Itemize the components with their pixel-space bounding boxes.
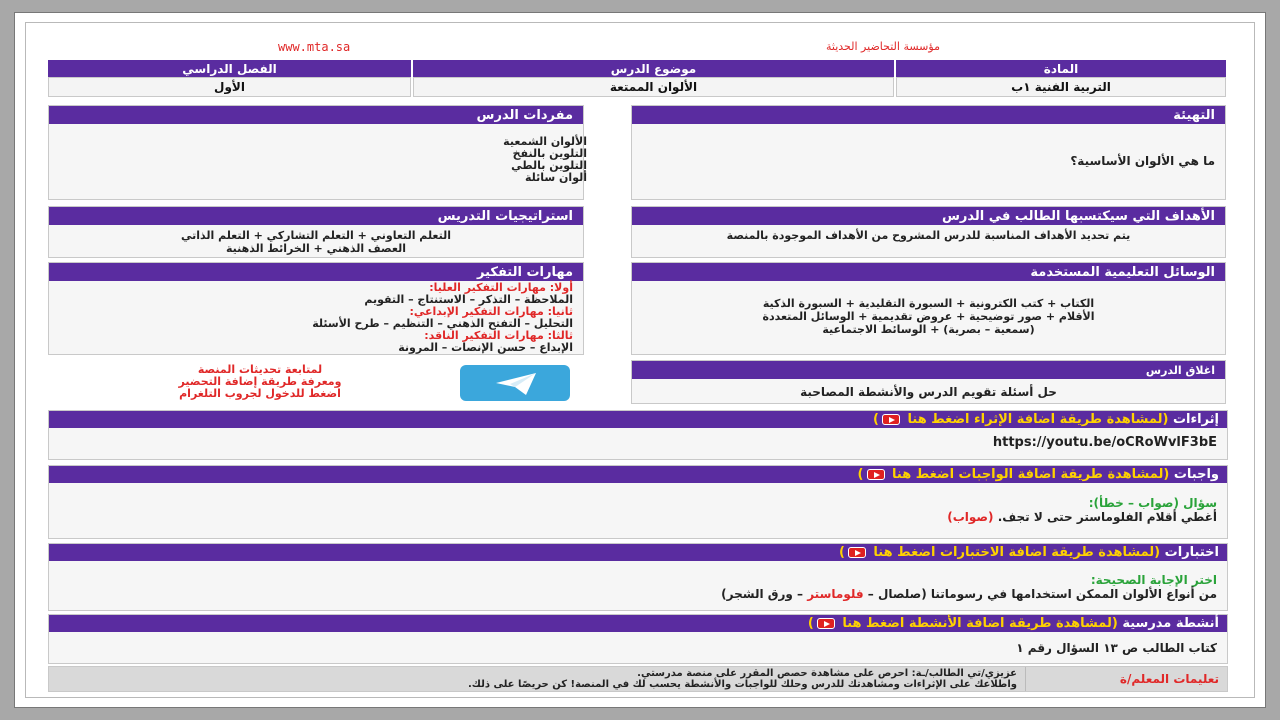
objectives-text: يتم تحديد الأهداف المناسبة للدرس المشروح من الأهداف الموجودة بالمنصة [726,229,1131,242]
youtube-icon [817,618,835,629]
tests-option: – ورق الشجر) [721,587,804,601]
strategies-line: التعلم التعاوني + التعلم التشاركي + التعلم الذاتي [180,229,452,242]
topic-label: موضوع الدرس [413,60,894,77]
enrich-url[interactable]: https://youtu.be/oCRoWvlF3bE [992,435,1217,450]
homework-answer: (صواب) [947,510,994,524]
tests-option: (صلصال – [867,587,927,601]
tools-title: الوسائل التعليمية المستخدمة [632,263,1225,281]
org-name: مؤسسة التحاضير الحديثة [826,40,940,53]
thinking-heading: ثالثا: مهارات التفكير الناقد: [424,329,573,342]
homework-question-label: سؤال (صواب – خطأ): [1088,496,1217,510]
thinking-heading: أولا: مهارات التفكير العليا: [429,281,573,294]
youtube-icon [848,547,866,558]
enrich-video-link[interactable]: (لمشاهدة طريقة اضافة الإثراء اضغط هنا ) [873,412,1169,427]
warmup-title: التهيئة [632,106,1225,124]
tests-box [48,543,1228,611]
objectives-box [631,206,1226,258]
footer-label: تعليمات المعلم/ة [1119,672,1219,686]
activities-text: كتاب الطالب ص ١٣ السؤال رقم ١ [1016,641,1217,655]
tools-box [631,262,1226,355]
closing-text: حل أسئلة تقويم الدرس والأنشطة المصاحبة [800,385,1057,399]
site-url[interactable]: www.mta.sa [278,40,351,54]
homework-question: أغطي أقلام الفلوماستر حتى لا تجف. [997,510,1217,524]
closing-box [631,360,1226,404]
thinking-text: الإبداع – حسن الإنصات – المرونة [398,341,573,354]
enrich-title: إثراءات [1172,412,1219,427]
activities-title: أنشطة مدرسية [1122,616,1219,631]
telegram-line: ومعرفة طريقة إضافة التحضير [178,375,342,388]
thinking-title: مهارات التفكير [49,263,583,281]
strategies-title: استراتيجيات التدريس [49,207,583,225]
telegram-line: اضغط للدخول لجروب التلغرام [179,387,341,400]
strategies-line: العصف الذهني + الخرائط الذهنية [226,242,406,255]
enrich-box [48,410,1228,460]
list-item: التلوين بالنفخ [512,147,587,160]
tools-line: الكتاب + كتب الكترونية + السبورة التقليدية + السبورة الذكية [762,297,1095,310]
vocab-title: مفردات الدرس [49,106,583,124]
vocab-box [48,105,587,200]
telegram-icon [460,365,570,401]
homework-title: واجبات [1173,467,1219,482]
footer-line: عزيزي/تي الطالب/ـة: احرص على مشاهدة حصص المقرر على منصة مدرستي. [637,668,1017,679]
activities-video-link[interactable]: (لمشاهدة طريقة اضافة الأنشطة اضغط هنا ) [807,616,1118,631]
tests-correct-option: فلوماستر [807,587,864,601]
homework-video-link[interactable]: (لمشاهدة طريقة اضافة الواجبات اضغط هنا ) [857,467,1170,482]
semester-value: الأول [48,77,411,97]
youtube-icon [882,414,900,425]
activities-box [48,614,1228,664]
youtube-icon [867,469,885,480]
subject-value: التربية الفنية ١ب [896,77,1226,97]
footer-line: واطلاعك على الإثراءات ومشاهدتك للدرس وحلك للواجبات والأنشطة يحسب لك في المنصة! كن حريصًا على ذلك. [467,679,1017,690]
semester-label: الفصل الدراسي [48,60,411,77]
telegram-line: لمتابعة تحديثات المنصة [197,363,323,376]
tests-title: اختبارات [1164,545,1219,560]
telegram-button[interactable] [460,365,570,401]
thinking-heading: ثانيا: مهارات التفكير الإبداعي: [409,305,573,318]
footer-divider [1025,667,1026,691]
tests-video-link[interactable]: (لمشاهدة طريقة اضافة الاختبارات اضغط هنا ) [838,545,1161,560]
homework-box [48,465,1228,539]
objectives-title: الأهداف التي سيكتسبها الطالب في الدرس [632,207,1225,225]
closing-title: اغلاق الدرس [632,361,1225,379]
warmup-box [631,105,1226,200]
thinking-text: الملاحظة – التذكر – الاستنتاج – التقويم [364,293,573,306]
list-item: التلوين بالطي [511,159,587,172]
strategies-box [48,206,584,258]
list-item: ألوان سائلة [524,171,587,184]
footer-bar [48,666,1228,692]
subject-label: المادة [896,60,1226,77]
tests-question-label: اختر الإجابة الصحيحة: [1090,573,1217,587]
warmup-text: ما هي الألوان الأساسية؟ [1070,154,1215,168]
topic-value: الألوان الممتعة [413,77,894,97]
thinking-box [48,262,584,355]
tests-question: من أنواع الألوان الممكن استخدامها في رسوماتنا [930,587,1217,601]
telegram-caption[interactable] [110,364,410,400]
tools-line: (سمعية – بصرية) + الوسائط الاجتماعية [822,323,1035,336]
tools-line: الأقلام + صور توضيحية + عروض تقديمية + الوسائل المتعددة [762,310,1095,323]
thinking-text: التحليل – التفتح الذهني – التنظيم – طرح الأسئلة [312,317,573,330]
list-item: الألوان الشمعية [503,135,587,148]
